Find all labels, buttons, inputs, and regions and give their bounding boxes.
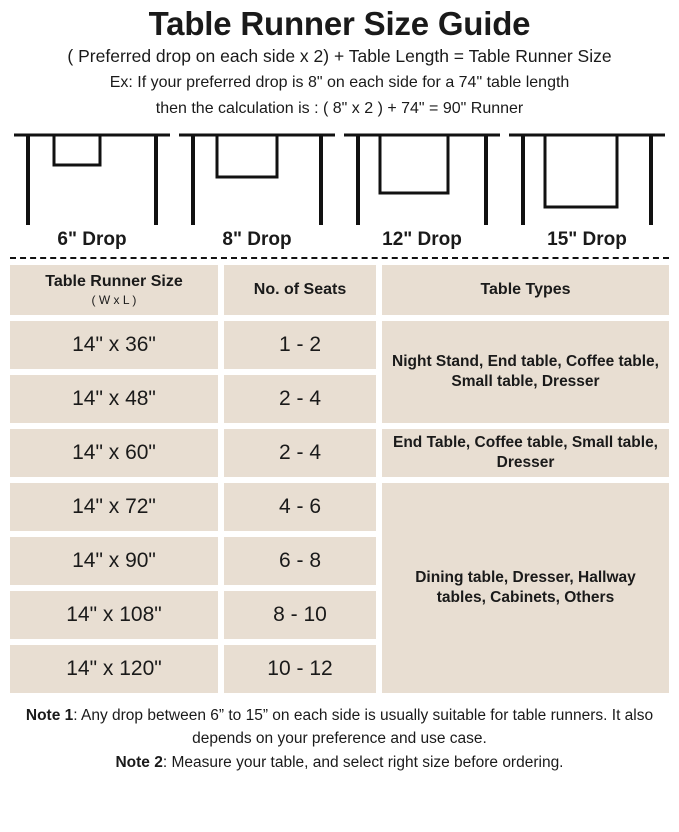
note-2 — [12, 752, 667, 774]
note-1-label: Note 1 — [25, 707, 74, 725]
example-line-1: Ex: If your preferred drop is 8" on each side for a 74" table length — [109, 74, 570, 92]
example-line-2: then the calculation is : ( 8" x 2 ) + 74" = 90" Runner — [155, 99, 524, 117]
size-column — [10, 265, 218, 693]
table-row: 14" x 108" — [10, 591, 218, 639]
drop-label-12in: 12" Drop — [382, 229, 462, 251]
drop-illustration-6in — [12, 127, 172, 227]
drop-illustrations — [8, 127, 671, 227]
section-divider — [10, 257, 669, 259]
table-row: 14" x 60" — [10, 429, 218, 477]
table-drawing-15in — [507, 127, 667, 227]
table-row: 6 - 8 — [224, 537, 376, 585]
table-row: 14" x 48" — [10, 375, 218, 423]
drop-label-15in: 15" Drop — [547, 229, 627, 251]
table-row: 1 - 2 — [224, 321, 376, 369]
table-drawing-12in — [342, 127, 502, 227]
column-header-size — [10, 265, 218, 315]
size-table — [8, 265, 671, 693]
table-type-group-1: Night Stand, End table, Coffee table, Small table, Dresser — [382, 321, 669, 423]
table-row: 14" x 36" — [10, 321, 218, 369]
note-1-text: : Any drop between 6” to 15” on each side is usually suitable for table runners. It also depends on your preference and use case. — [73, 707, 654, 747]
types-column — [382, 265, 669, 693]
column-header-types-label: Table Types — [480, 281, 571, 299]
table-drawing-6in — [12, 127, 172, 227]
infographic-page — [0, 6, 679, 832]
column-header-types — [382, 265, 669, 315]
note-1 — [12, 705, 667, 750]
column-header-size-sublabel: ( W x L ) — [91, 293, 137, 308]
drop-illustration-8in — [177, 127, 337, 227]
table-row: 8 - 10 — [224, 591, 376, 639]
table-type-group-3: Dining table, Dresser, Hallway tables, Cabinets, Others — [382, 483, 669, 693]
table-drawing-8in — [177, 127, 337, 227]
column-header-seats — [224, 265, 376, 315]
column-header-seats-label: No. of Seats — [253, 281, 347, 299]
table-type-group-2: End Table, Coffee table, Small table, Dresser — [382, 429, 669, 477]
table-row: 2 - 4 — [224, 429, 376, 477]
drop-label-8in: 8" Drop — [222, 229, 292, 251]
page-title: Table Runner Size Guide — [148, 5, 531, 42]
note-2-label: Note 2 — [115, 754, 163, 772]
drop-illustration-12in — [342, 127, 502, 227]
drop-label-6in: 6" Drop — [57, 229, 127, 251]
table-row: 2 - 4 — [224, 375, 376, 423]
table-row: 14" x 90" — [10, 537, 218, 585]
column-header-size-label: Table Runner Size — [45, 273, 183, 291]
formula-line: ( Preferred drop on each side x 2) + Table Length = Table Runner Size — [67, 46, 612, 67]
drop-label-row — [8, 229, 671, 251]
table-row: 4 - 6 — [224, 483, 376, 531]
note-2-text: : Measure your table, and select right size before ordering. — [162, 754, 564, 772]
table-row: 14" x 72" — [10, 483, 218, 531]
notes-section — [8, 705, 671, 774]
drop-diagram — [8, 127, 671, 255]
table-row: 14" x 120" — [10, 645, 218, 693]
seats-column — [224, 265, 376, 693]
table-row: 10 - 12 — [224, 645, 376, 693]
drop-illustration-15in — [507, 127, 667, 227]
